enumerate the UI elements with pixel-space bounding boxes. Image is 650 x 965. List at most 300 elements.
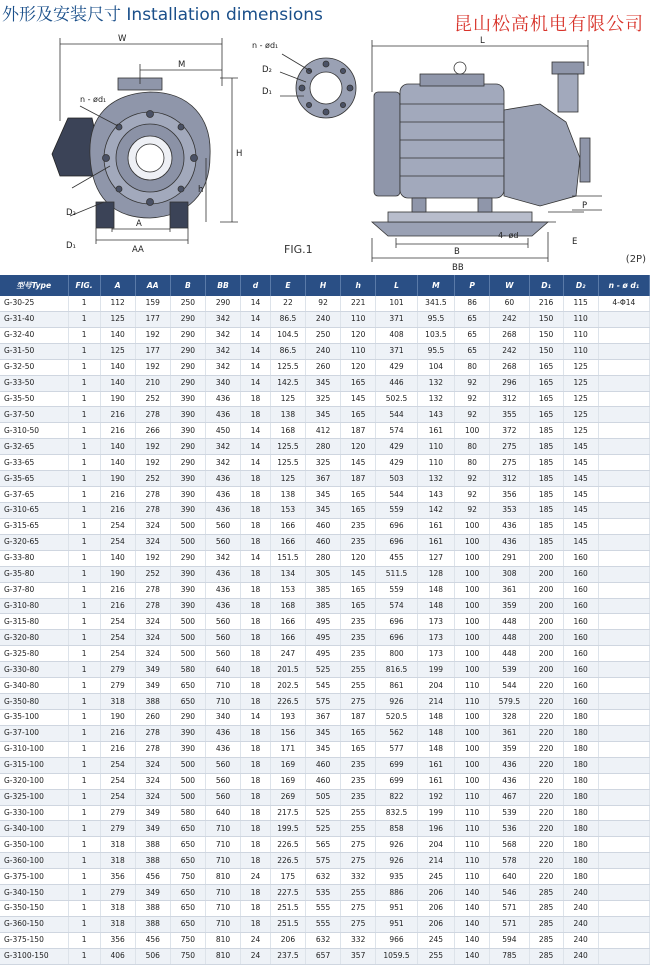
table-cell: 305 xyxy=(306,566,341,582)
table-cell: 290 xyxy=(170,311,205,327)
table-row xyxy=(0,773,650,789)
table-cell: 145 xyxy=(563,518,598,534)
table-cell: 1 xyxy=(68,630,100,646)
dim-label-h-lower: h xyxy=(198,185,204,195)
table-cell: 65 xyxy=(455,311,490,327)
table-cell: 14 xyxy=(241,296,271,311)
table-cell: 145 xyxy=(563,487,598,503)
table-cell: 177 xyxy=(135,311,170,327)
table-cell: 145 xyxy=(563,455,598,471)
table-cell: 14 xyxy=(241,423,271,439)
column-header: H xyxy=(306,275,341,296)
table-cell: 436 xyxy=(205,407,240,423)
table-cell: 252 xyxy=(135,471,170,487)
table-cell: 104 xyxy=(417,359,454,375)
table-cell: 180 xyxy=(563,837,598,853)
flange-label-n-d1: n - ød₁ xyxy=(252,41,279,50)
table-cell: 247 xyxy=(270,646,305,662)
table-cell: 200 xyxy=(529,630,563,646)
table-cell: 345 xyxy=(306,375,341,391)
table-cell: 18 xyxy=(241,630,271,646)
table-cell: 1059.5 xyxy=(376,948,418,964)
table-cell: 125.5 xyxy=(270,359,305,375)
table-cell: 505 xyxy=(306,789,341,805)
table-cell: 14 xyxy=(241,709,271,725)
table-cell: 578 xyxy=(490,853,529,869)
table-cell: 110 xyxy=(455,678,490,694)
column-header: L xyxy=(376,275,418,296)
table-cell: 325 xyxy=(306,391,341,407)
table-cell: 125 xyxy=(563,423,598,439)
table-cell: 216 xyxy=(100,741,135,757)
table-cell: 125 xyxy=(100,311,135,327)
table-cell: 536 xyxy=(490,821,529,837)
dim-label-bb: BB xyxy=(452,263,464,270)
table-cell: 125 xyxy=(100,343,135,359)
table-cell: 1 xyxy=(68,678,100,694)
table-cell: 500 xyxy=(170,789,205,805)
table-cell: 145 xyxy=(563,502,598,518)
table-cell: 196 xyxy=(417,821,454,837)
table-cell: 290 xyxy=(170,439,205,455)
table-cell xyxy=(598,534,649,550)
table-cell: 710 xyxy=(205,694,240,710)
cell-type: G-33-80 xyxy=(0,550,68,566)
table-cell: 810 xyxy=(205,932,240,948)
table-cell: 832.5 xyxy=(376,805,418,821)
table-cell: 160 xyxy=(563,678,598,694)
table-cell: 560 xyxy=(205,534,240,550)
table-cell: 166 xyxy=(270,518,305,534)
table-cell: 710 xyxy=(205,821,240,837)
table-cell: 279 xyxy=(100,821,135,837)
table-cell: 143 xyxy=(417,487,454,503)
column-header: 型号Type xyxy=(0,275,68,296)
table-cell: 278 xyxy=(135,598,170,614)
table-cell: 388 xyxy=(135,853,170,869)
table-cell: 361 xyxy=(490,582,529,598)
table-cell: 254 xyxy=(100,789,135,805)
table-cell: 242 xyxy=(490,311,529,327)
table-cell: 571 xyxy=(490,916,529,932)
table-row xyxy=(0,343,650,359)
table-cell: 429 xyxy=(376,455,418,471)
table-cell xyxy=(598,662,649,678)
table-cell: 342 xyxy=(205,359,240,375)
table-cell: 220 xyxy=(529,821,563,837)
dim-label-l: L xyxy=(480,36,485,46)
table-cell: 390 xyxy=(170,598,205,614)
table-cell: 342 xyxy=(205,550,240,566)
table-cell xyxy=(598,869,649,885)
table-cell: 328 xyxy=(490,709,529,725)
table-cell: 202.5 xyxy=(270,678,305,694)
table-cell: 1 xyxy=(68,598,100,614)
table-cell: 14 xyxy=(241,550,271,566)
table-cell: 500 xyxy=(170,534,205,550)
table-cell: 710 xyxy=(205,837,240,853)
table-cell: 18 xyxy=(241,534,271,550)
table-cell: 175 xyxy=(270,869,305,885)
table-row xyxy=(0,582,650,598)
table-cell: 500 xyxy=(170,757,205,773)
table-cell: 142.5 xyxy=(270,375,305,391)
table-cell: 657 xyxy=(306,948,341,964)
table-cell: 220 xyxy=(529,725,563,741)
installation-drawing xyxy=(0,26,650,270)
table-cell: 165 xyxy=(529,359,563,375)
table-cell: 545 xyxy=(306,678,341,694)
table-cell: 125 xyxy=(563,375,598,391)
table-cell xyxy=(598,741,649,757)
table-cell: 255 xyxy=(341,805,376,821)
table-cell: 324 xyxy=(135,789,170,805)
table-cell: 185 xyxy=(529,455,563,471)
table-cell: 235 xyxy=(341,630,376,646)
table-cell: 192 xyxy=(135,359,170,375)
table-cell: 1 xyxy=(68,869,100,885)
table-cell: 324 xyxy=(135,630,170,646)
table-cell: 1 xyxy=(68,916,100,932)
table-cell: 200 xyxy=(529,582,563,598)
table-cell: 495 xyxy=(306,630,341,646)
table-cell: 324 xyxy=(135,518,170,534)
cell-type: G-315-65 xyxy=(0,518,68,534)
table-cell: 436 xyxy=(490,773,529,789)
table-cell xyxy=(598,359,649,375)
table-cell: 161 xyxy=(417,518,454,534)
table-cell: 192 xyxy=(135,455,170,471)
table-cell: 1 xyxy=(68,423,100,439)
table-cell: 436 xyxy=(205,471,240,487)
table-cell xyxy=(598,471,649,487)
table-cell: 1 xyxy=(68,646,100,662)
table-cell: 560 xyxy=(205,614,240,630)
table-cell: 291 xyxy=(490,550,529,566)
table-row xyxy=(0,678,650,694)
table-row xyxy=(0,550,650,566)
table-cell: 140 xyxy=(455,885,490,901)
table-cell: 254 xyxy=(100,773,135,789)
table-cell: 80 xyxy=(455,439,490,455)
table-cell: 926 xyxy=(376,694,418,710)
table-cell xyxy=(598,916,649,932)
cell-type: G-33-50 xyxy=(0,375,68,391)
table-cell: 14 xyxy=(241,343,271,359)
table-cell: 650 xyxy=(170,694,205,710)
table-cell: 390 xyxy=(170,391,205,407)
table-cell: 252 xyxy=(135,391,170,407)
table-cell: 436 xyxy=(205,582,240,598)
table-cell: 125.5 xyxy=(270,455,305,471)
table-cell: 216 xyxy=(100,598,135,614)
table-cell: 110 xyxy=(341,311,376,327)
table-cell: 100 xyxy=(455,646,490,662)
table-cell: 165 xyxy=(341,502,376,518)
cell-type: G-35-80 xyxy=(0,566,68,582)
table-cell: 220 xyxy=(529,853,563,869)
table-cell: 115 xyxy=(563,296,598,311)
table-cell: 18 xyxy=(241,837,271,853)
table-cell: 632 xyxy=(306,932,341,948)
table-cell: 14 xyxy=(241,375,271,391)
table-cell: 159 xyxy=(135,296,170,311)
table-cell: 140 xyxy=(100,375,135,391)
table-cell: 290 xyxy=(205,296,240,311)
table-cell: 279 xyxy=(100,662,135,678)
table-cell xyxy=(598,550,649,566)
figure-label: FIG.1 xyxy=(284,243,313,256)
table-cell: 318 xyxy=(100,853,135,869)
table-cell: 200 xyxy=(529,662,563,678)
table-cell: 525 xyxy=(306,821,341,837)
table-cell: 160 xyxy=(563,662,598,678)
table-cell: 145 xyxy=(563,534,598,550)
table-row xyxy=(0,821,650,837)
table-cell: 24 xyxy=(241,932,271,948)
table-cell: 14 xyxy=(241,455,271,471)
table-cell: 100 xyxy=(455,709,490,725)
table-cell xyxy=(598,375,649,391)
table-cell: 448 xyxy=(490,630,529,646)
table-row xyxy=(0,932,650,948)
table-row xyxy=(0,694,650,710)
table-cell: 216 xyxy=(100,407,135,423)
table-cell: 165 xyxy=(341,598,376,614)
table-cell: 371 xyxy=(376,311,418,327)
table-cell: 199.5 xyxy=(270,821,305,837)
table-cell: 200 xyxy=(529,646,563,662)
table-cell: 255 xyxy=(341,662,376,678)
table-cell: 165 xyxy=(341,407,376,423)
column-header: M xyxy=(417,275,454,296)
table-cell: 696 xyxy=(376,518,418,534)
table-cell: 349 xyxy=(135,805,170,821)
table-cell: 436 xyxy=(205,502,240,518)
table-cell: 571 xyxy=(490,901,529,917)
table-cell: 166 xyxy=(270,614,305,630)
table-cell: 367 xyxy=(306,471,341,487)
table-cell: 935 xyxy=(376,869,418,885)
table-row xyxy=(0,375,650,391)
table-cell: 18 xyxy=(241,901,271,917)
table-cell: 240 xyxy=(563,916,598,932)
table-cell xyxy=(598,853,649,869)
table-cell: 185 xyxy=(529,487,563,503)
table-cell: 125 xyxy=(563,407,598,423)
table-cell: 650 xyxy=(170,885,205,901)
table-cell: 140 xyxy=(100,327,135,343)
table-cell: 150 xyxy=(529,327,563,343)
cell-type: G-330-100 xyxy=(0,805,68,821)
table-cell: 153 xyxy=(270,582,305,598)
table-cell: 951 xyxy=(376,901,418,917)
table-cell: 349 xyxy=(135,678,170,694)
table-cell: 502.5 xyxy=(376,391,418,407)
table-cell xyxy=(598,614,649,630)
table-cell: 110 xyxy=(455,821,490,837)
table-cell: 201.5 xyxy=(270,662,305,678)
table-cell: 560 xyxy=(205,773,240,789)
table-cell: 168 xyxy=(270,598,305,614)
table-cell: 332 xyxy=(341,932,376,948)
table-cell xyxy=(598,566,649,582)
table-cell: 173 xyxy=(417,646,454,662)
table-cell: 110 xyxy=(417,455,454,471)
cell-type: G-35-65 xyxy=(0,471,68,487)
table-body xyxy=(0,296,650,964)
table-cell: 500 xyxy=(170,518,205,534)
table-cell: 1 xyxy=(68,853,100,869)
table-row xyxy=(0,741,650,757)
table-row xyxy=(0,630,650,646)
table-cell: 240 xyxy=(306,343,341,359)
table-cell: 80 xyxy=(455,359,490,375)
table-cell: 103.5 xyxy=(417,327,454,343)
table-cell: 165 xyxy=(341,375,376,391)
table-cell: 290 xyxy=(170,327,205,343)
table-cell: 161 xyxy=(417,773,454,789)
dim-label-d1: D₁ xyxy=(66,241,76,251)
table-cell: 312 xyxy=(490,471,529,487)
table-cell: 199 xyxy=(417,662,454,678)
table-cell: 926 xyxy=(376,853,418,869)
table-cell: 173 xyxy=(417,614,454,630)
table-row xyxy=(0,311,650,327)
table-cell: 255 xyxy=(417,948,454,964)
table-cell: 436 xyxy=(490,518,529,534)
table-cell: 100 xyxy=(455,534,490,550)
table-cell: 1 xyxy=(68,773,100,789)
table-cell: 325 xyxy=(306,455,341,471)
table-cell: 235 xyxy=(341,614,376,630)
cell-type: G-340-80 xyxy=(0,678,68,694)
table-cell: 100 xyxy=(455,582,490,598)
table-cell: 575 xyxy=(306,694,341,710)
table-cell: 436 xyxy=(205,741,240,757)
table-row xyxy=(0,757,650,773)
table-cell: 110 xyxy=(563,327,598,343)
table-cell: 308 xyxy=(490,566,529,582)
dim-label-p: P xyxy=(582,201,588,211)
table-cell: 160 xyxy=(563,630,598,646)
table-cell: 495 xyxy=(306,646,341,662)
table-row xyxy=(0,662,650,678)
table-cell: 279 xyxy=(100,885,135,901)
table-cell: 285 xyxy=(529,885,563,901)
table-cell: 245 xyxy=(417,932,454,948)
column-header: D₁ xyxy=(529,275,563,296)
table-cell: 579.5 xyxy=(490,694,529,710)
column-header: B xyxy=(170,275,205,296)
table-cell: 696 xyxy=(376,534,418,550)
table-cell xyxy=(598,709,649,725)
table-cell: 535 xyxy=(306,885,341,901)
table-cell: 349 xyxy=(135,662,170,678)
table-cell: 254 xyxy=(100,757,135,773)
table-row xyxy=(0,518,650,534)
table-cell: 340 xyxy=(205,375,240,391)
table-cell: 65 xyxy=(455,327,490,343)
cell-type: G-32-65 xyxy=(0,439,68,455)
table-cell: 280 xyxy=(306,550,341,566)
table-cell: 160 xyxy=(563,582,598,598)
table-cell: 436 xyxy=(490,757,529,773)
table-cell: 145 xyxy=(341,455,376,471)
table-cell: 240 xyxy=(563,932,598,948)
table-cell: 255 xyxy=(341,821,376,837)
table-cell: 199 xyxy=(417,805,454,821)
table-cell: 177 xyxy=(135,343,170,359)
table-cell: 220 xyxy=(529,789,563,805)
table-header-row xyxy=(0,275,650,296)
table-cell: 18 xyxy=(241,678,271,694)
table-cell: 18 xyxy=(241,853,271,869)
table-cell: 254 xyxy=(100,646,135,662)
table-cell: 148 xyxy=(417,709,454,725)
table-cell: 24 xyxy=(241,869,271,885)
table-cell: 254 xyxy=(100,630,135,646)
table-cell: 266 xyxy=(135,423,170,439)
table-cell: 390 xyxy=(170,423,205,439)
table-cell: 290 xyxy=(170,455,205,471)
cell-type: G-37-100 xyxy=(0,725,68,741)
table-cell: 448 xyxy=(490,614,529,630)
table-cell: 140 xyxy=(455,948,490,964)
table-row xyxy=(0,439,650,455)
table-cell: 1 xyxy=(68,391,100,407)
table-cell: 216 xyxy=(100,582,135,598)
table-cell: 450 xyxy=(205,423,240,439)
table-cell: 216 xyxy=(529,296,563,311)
table-cell: 575 xyxy=(306,853,341,869)
table-cell: 390 xyxy=(170,725,205,741)
table-cell: 429 xyxy=(376,359,418,375)
table-cell: 412 xyxy=(306,423,341,439)
table-cell: 810 xyxy=(205,869,240,885)
column-header: n - ø d₁ xyxy=(598,275,649,296)
table-cell: 24 xyxy=(241,948,271,964)
table-cell: 206 xyxy=(417,901,454,917)
table-cell: 192 xyxy=(135,327,170,343)
cell-type: G-325-100 xyxy=(0,789,68,805)
table-cell: 460 xyxy=(306,534,341,550)
table-cell: 594 xyxy=(490,932,529,948)
table-cell: 436 xyxy=(490,534,529,550)
table-cell: 699 xyxy=(376,757,418,773)
table-cell: 342 xyxy=(205,343,240,359)
table-cell: 140 xyxy=(455,916,490,932)
table-cell: 710 xyxy=(205,853,240,869)
table-cell: 18 xyxy=(241,916,271,932)
table-cell: 278 xyxy=(135,487,170,503)
table-cell: 390 xyxy=(170,407,205,423)
table-cell: 290 xyxy=(170,375,205,391)
table-cell: 388 xyxy=(135,837,170,853)
table-cell: 385 xyxy=(306,598,341,614)
table-cell: 14 xyxy=(241,311,271,327)
table-cell: 390 xyxy=(170,741,205,757)
table-cell: 460 xyxy=(306,518,341,534)
table-cell: 345 xyxy=(306,502,341,518)
table-cell: 185 xyxy=(529,439,563,455)
table-cell: 14 xyxy=(241,327,271,343)
table-cell: 160 xyxy=(563,614,598,630)
table-row xyxy=(0,916,650,932)
table-cell: 18 xyxy=(241,502,271,518)
table-cell xyxy=(598,837,649,853)
table-cell: 200 xyxy=(529,598,563,614)
